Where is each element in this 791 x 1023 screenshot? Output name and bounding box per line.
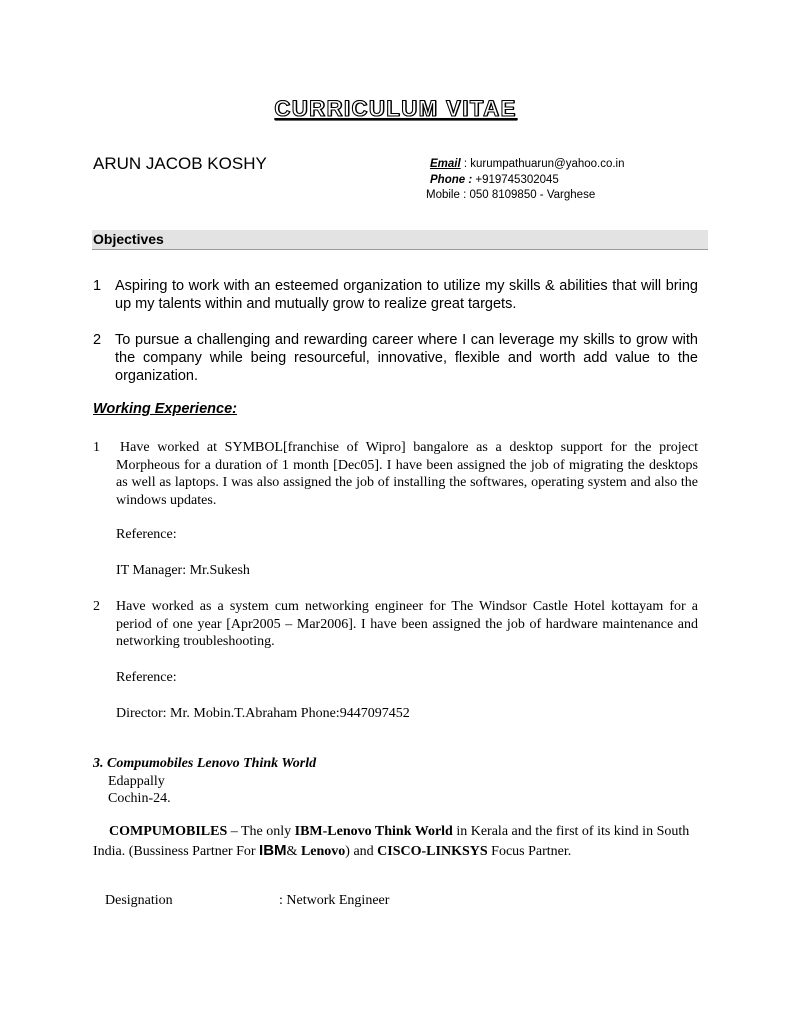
company-heading: 3. Compumobiles Lenovo Think World: [93, 756, 317, 771]
objective-number: 2: [93, 332, 102, 348]
experience-number: 1: [93, 440, 100, 455]
objective-number: 1: [93, 278, 102, 294]
candidate-name: ARUN JACOB KOSHY: [93, 154, 267, 173]
objective-text: Aspiring to work with an esteemed organization to utilize my skills & abilities that will bring up my talents within and mutually grow to realize great targets.: [115, 278, 698, 312]
experience-number: 2: [93, 599, 100, 614]
designation-label: Designation: [105, 893, 173, 908]
designation-value: : Network Engineer: [279, 893, 390, 908]
experience-text: Have worked at SYMBOL[franchise of Wipro] bangalore as a desktop support for the project Morpheous for a duration of 1 month [Dec05]. I have been assigned the job of migrating the desktops as well as laptops. I was also assigned the job of installing the softwares, operating system and also the windows updates.: [116, 440, 698, 508]
reference-label: Reference:: [116, 670, 177, 685]
objectives-heading: Objectives: [93, 231, 164, 247]
objective-item: [93, 277, 698, 313]
experience-item: [93, 598, 698, 651]
objective-text: To pursue a challenging and rewarding career where I can leverage my skills to grow with the company while being resourceful, innovative, flexible and worth add value to the organization.: [115, 332, 698, 384]
working-experience-heading: Working Experience:: [93, 401, 237, 417]
cisco-name: CISCO-LINKSYS: [377, 843, 488, 859]
think-world-name: IBM-Lenovo Think World: [294, 824, 453, 839]
description-text: in Kerala and the first of its kind in South India. (Bussiness Partner For: [93, 824, 690, 859]
reference-contact: Director: Mr. Mobin.T.Abraham Phone:9447097452: [116, 706, 410, 721]
mobile-line: Mobile : 050 8109850 - Varghese: [426, 189, 596, 201]
email-label: Email: [430, 158, 461, 170]
document-title: CURRICULUM VITAE: [274, 96, 517, 121]
address-line: Cochin-24.: [108, 791, 171, 806]
experience-item: [93, 439, 698, 509]
lenovo-name: Lenovo: [300, 843, 346, 859]
address-line: Edappally: [108, 774, 165, 789]
phone-line: [426, 173, 625, 189]
description-text: Focus Partner.: [487, 843, 572, 859]
description-text: – The only: [227, 824, 295, 839]
company-name: COMPUMOBILES: [109, 824, 228, 839]
reference-label: Reference:: [116, 527, 177, 542]
description-text: ) and: [345, 843, 378, 859]
ibm-name: IBM: [259, 841, 287, 859]
phone-value: +919745302045: [472, 173, 559, 186]
description-text: &: [286, 843, 301, 859]
phone-label: Phone :: [430, 173, 473, 186]
email-line: [426, 157, 625, 173]
experience-text: Have worked as a system cum networking engineer for The Windsor Castle Hotel kottayam for a period of one year [Apr2005 – Mar2006]. I have been assigned the job of hardware maintenance and networking troubleshooting.: [116, 599, 698, 649]
objectives-section-bar: [92, 230, 708, 250]
company-description: [93, 823, 698, 861]
contact-block: [426, 157, 625, 204]
email-value: : kurumpathuarun@yahoo.co.in: [460, 158, 625, 170]
objective-item: [93, 331, 698, 385]
reference-contact: IT Manager: Mr.Sukesh: [116, 563, 250, 578]
